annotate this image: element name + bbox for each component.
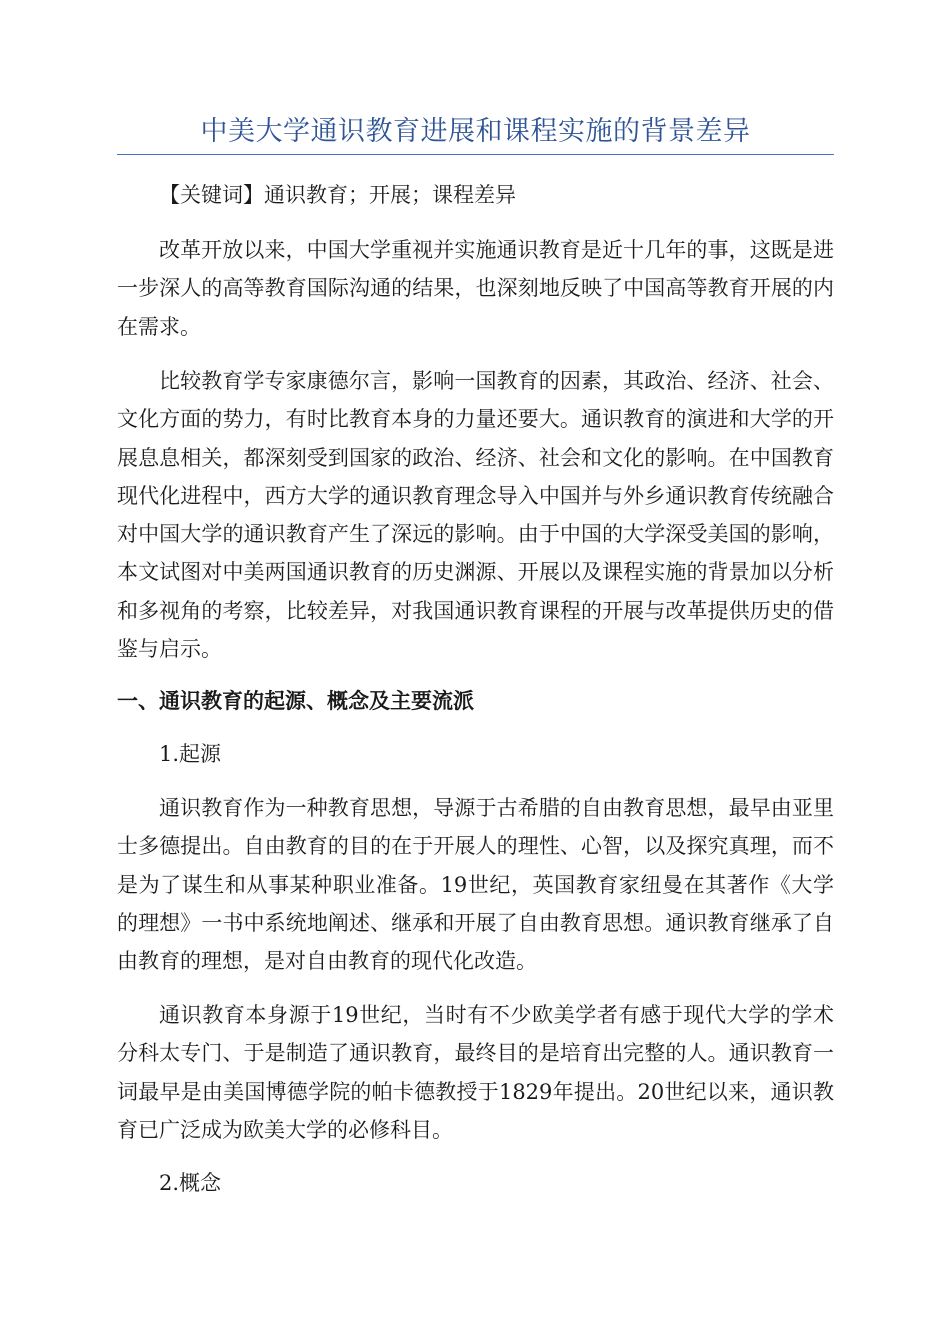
paragraph-background: 比较教育学专家康德尔言，影响一国教育的因素，其政治、经济、社会、文化方面的势力，有时比教育本身的力量还要大。通识教育的演进和大学的开展息息相关，都深刻受到国家的政治、经济、社会和文化的影响。在中国教育现代化进程中，西方大学的通识教育理念导入中国并与外乡通识教育传统融合对中国大学的通识教育产生了深远的影响。由于中国的大学深受美国的影响，本文试图对中美两国通识教育的历史渊源、开展以及课程实施的背景加以分析和多视角的考察，比较差异，对我国通识教育课程的开展与改革提供历史的借鉴与启示。 [117, 369, 834, 662]
title-underline [117, 154, 834, 155]
document-title: 中美大学通识教育进展和课程实施的背景差异 [200, 116, 751, 147]
paragraph-intro: 改革开放以来，中国大学重视并实施通识教育是近十几年的事，这既是进一步深人的高等教育国际沟通的结果，也深刻地反映了中国高等教育开展的内在需求。 [117, 238, 834, 339]
paragraph-origin-2: 通识教育本身源于19世纪，当时有不少欧美学者有感于现代大学的学术分科太专门、于是制造了通识教育，最终目的是培育出完整的人。通识教育一词最早是由美国博德学院的帕卡德教授于1829年提出。20世纪以来，通识教育已广泛成为欧美大学的必修科目。 [117, 1003, 834, 1142]
keywords-line: 【关键词】通识教育；开展；课程差异 [159, 183, 516, 207]
subsection-concept: 2.概念 [159, 1171, 222, 1195]
subsection-origin: 1.起源 [159, 742, 222, 766]
paragraph-origin-1: 通识教育作为一种教育思想，导源于古希腊的自由教育思想，最早由亚里士多德提出。自由教育的目的在于开展人的理性、心智，以及探究真理，而不是为了谋生和从事某种职业准备。19世纪，英国教育家纽曼在其著作《大学的理想》一书中系统地阐述、继承和开展了自由教育思想。通识教育继承了自由教育的理想，是对自由教育的现代化改造。 [117, 796, 834, 974]
section-heading: 一、通识教育的起源、概念及主要流派 [117, 688, 474, 713]
